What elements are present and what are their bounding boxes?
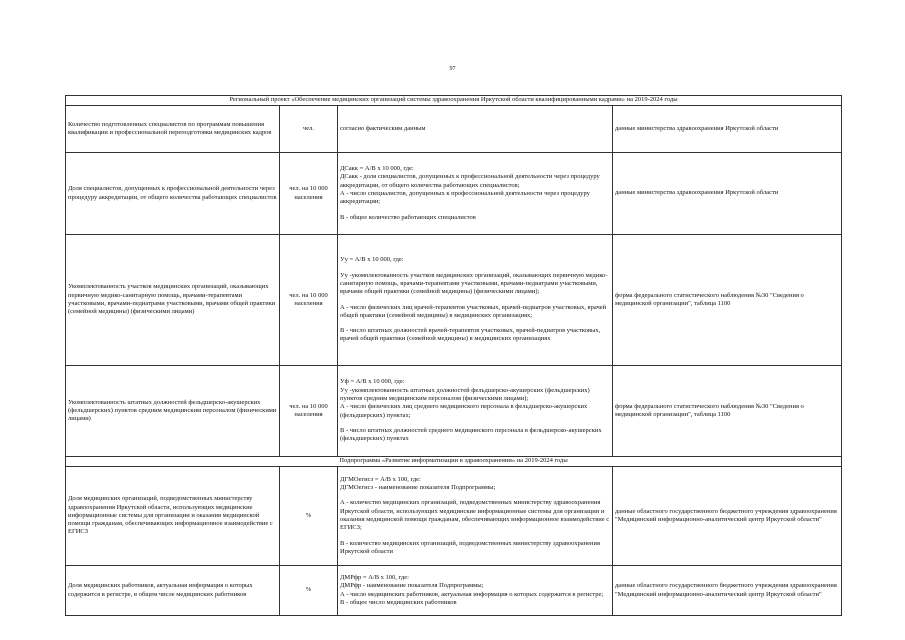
method-line: ДГМОегисз - наименование показателя Подпрограммы; xyxy=(340,484,496,492)
method-line: ДГМОегисз = А/В х 100, где: xyxy=(340,475,421,483)
calculation-method xyxy=(338,106,613,153)
table-row xyxy=(66,235,842,366)
method-line: А - число физических лиц среднего медицинского персонала в фельдшерско-акушерских (фельдшерских) пунктах; xyxy=(340,403,588,419)
table-row xyxy=(66,566,842,616)
indicator-unit: чел. на 10 000 населения xyxy=(280,153,338,235)
page-number: 97 xyxy=(449,66,456,72)
method-line: В - число штатных должностей врачей-терапевтов участковых, врачей-педиатров участковых, врачей общей практики (семейной медицины) в медицинских организациях xyxy=(340,327,601,343)
data-source: данные министерства здравоохранения Иркутской области xyxy=(613,153,842,235)
table-row xyxy=(66,153,842,235)
method-line: А - число физических лиц врачей-терапевтов участковых, врачей-педиатров участковых, врачей общей практики (семейной медицины) в медицинских организациях; xyxy=(340,303,607,319)
indicator-name: Количество подготовленных специалистов по программам повышения квалификации и профессиональной переподготовки медицинских кадров xyxy=(66,106,280,153)
method-line: А - число специалистов, допущенных к профессиональной деятельности через процедуру аккредитации; xyxy=(340,190,590,206)
method-line: А - число медицинских работников, актуальная информация о которых содержится в регистре; xyxy=(340,590,604,598)
method-line: ДСакк - доля специалистов, допущенных к профессиональной деятельности через процедуру аккредитации, от общего количества работающих специалистов; xyxy=(340,173,600,189)
indicator-unit: чел. xyxy=(280,106,338,153)
indicator-unit: чел. на 10 000 населения xyxy=(280,366,338,457)
indicator-unit: % xyxy=(280,467,338,566)
indicator-unit: чел. на 10 000 населения xyxy=(280,235,338,366)
table-row xyxy=(66,106,842,153)
calculation-method xyxy=(338,467,613,566)
table-row xyxy=(66,467,842,566)
method-line: В - общее количество работающих специалистов xyxy=(340,213,476,221)
data-source: данные областного государственного бюджетного учреждения здравоохранения "Медицинский информационно-аналитический центр Иркутской области" xyxy=(613,467,842,566)
indicator-name: Укомплектованность штатных должностей фельдшерско-акушерских (фельдшерских) пунктов средним медицинским персоналом (физическими лицами) xyxy=(66,366,280,457)
indicator-name: Доля медицинских организаций, подведомственных министерству здравоохранения Иркутской области, использующих медицинские информационные системы для организации и оказания медицинской помощи гражданам, обеспечивающих информационное взаимодействие с ЕГИСЗ xyxy=(66,467,280,566)
method-line: В - общее число медицинских работников xyxy=(340,598,457,606)
indicator-unit: % xyxy=(280,566,338,616)
data-source: форма федерального статистического наблюдения №30 "Сведения о медицинской организации", таблица 1100 xyxy=(613,366,842,457)
method-line: А - количество медицинских организаций, подведомственных министерству здравоохранения Иркутской области, использующих медицинские информационные системы для организации и оказания медицинской помощи гражданам, обеспечивающих информационное взаимодействие с ЕГИСЗ; xyxy=(340,499,610,532)
data-source: форма федерального статистического наблюдения №30 "Сведения о медицинской организации", таблица 1100 xyxy=(613,235,842,366)
calculation-method xyxy=(338,153,613,235)
calculation-method xyxy=(338,235,613,366)
indicator-name: Доля медицинских работников, актуальная информация о которых содержится в регистре, в общем числе медицинских работников xyxy=(66,566,280,616)
method-line: Уф = А/В х 10 000, где: xyxy=(340,378,405,386)
section-title-regional-project: Региональный проект «Обеспечение медицинских организаций системы здравоохранения Иркутской области квалифицированными кадрами» на 2019-2024 годы xyxy=(66,96,842,106)
method-line: ДМРфр = А/В х 100, где: xyxy=(340,573,409,581)
calculation-method xyxy=(338,366,613,457)
indicator-name: Доля специалистов, допущенных к профессиональной деятельности через процедуру аккредитации, от общего количества работающих специалистов xyxy=(66,153,280,235)
method-line: ДМРфр - наименование показателя Подпрограммы; xyxy=(340,582,484,590)
method-line: В - количество медицинских организаций, подведомственных министерству здравоохранения Иркутской области xyxy=(340,539,600,555)
data-source: данные министерства здравоохранения Иркутской области xyxy=(613,106,842,153)
table-row xyxy=(66,366,842,457)
section-row-regional-project xyxy=(66,96,842,106)
section-row-subprogram xyxy=(66,457,842,467)
method-line: Уу -укомплектованность участков медицинских организаций, оказывающих первичную медико-санитарную помощь, врачами-терапевтами участковыми, врачами-педиатрами участковыми, врачами общей практики (семейной медицины) (физическими лицами); xyxy=(340,271,608,296)
method-line: Уу = А/В х 10 000, где: xyxy=(340,256,404,264)
method-line: В - число штатных должностей среднего медицинского персонала в фельдшерско-акушерских (фельдшерских) пунктах xyxy=(340,426,602,443)
section-title-subprogram: Подпрограмма «Развитие информатизации в здравоохранении» на 2019-2024 годы xyxy=(66,457,842,467)
method-line: согласно фактическим данным xyxy=(340,124,426,132)
method-line: ДСакк = А/В х 10 000, где: xyxy=(340,165,414,173)
data-source: данные областного государственного бюджетного учреждения здравоохранения "Медицинский информационно-аналитический центр Иркутской области" xyxy=(613,566,842,616)
calculation-method xyxy=(338,566,613,616)
method-line: Уу -укомплектованность штатных должностей фельдшерско-акушерских (фельдшерских) пунктов средним медицинским персоналом (физическими лицами); xyxy=(340,386,590,403)
indicator-name: Укомплектованность участков медицинских организаций, оказывающих первичную медико-санитарную помощь, врачами-терапевтами участковыми, врачами-педиатрами участковыми, врачами общей практики (семейной медицины) (физическими лицами) xyxy=(66,235,280,366)
indicators-table xyxy=(65,95,842,616)
